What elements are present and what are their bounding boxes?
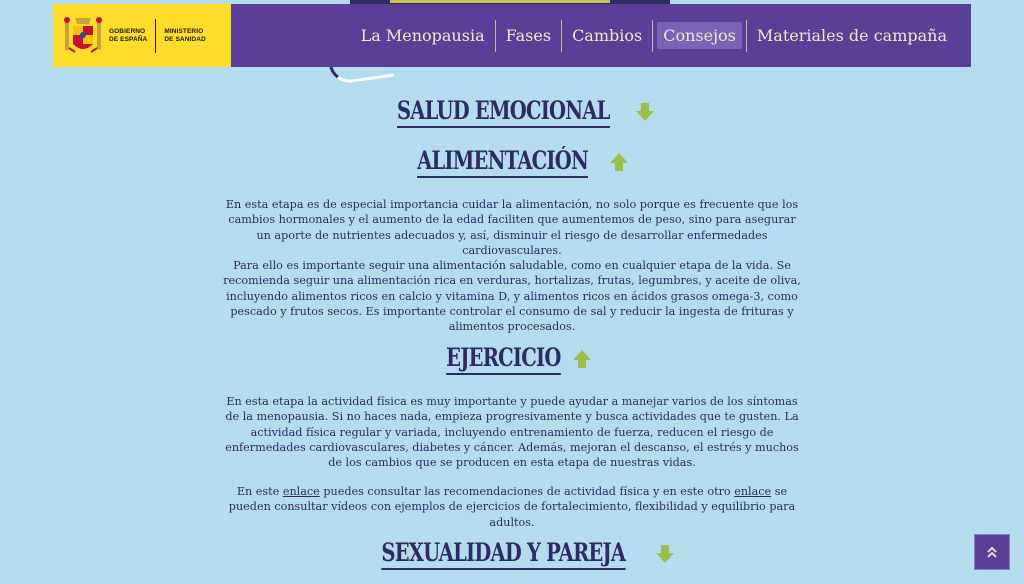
nav-item-fases[interactable]: Fases [505, 26, 552, 45]
nav-divider [561, 20, 562, 52]
alimentacion-paragraph-2: Para ello es importante seguir una alimentación saludable, como en cualquier etapa de la vida. Se recomienda seguir una alimentación rica en verduras, hortalizas, frutas, legumbres, y aceite de oliva, incluyendo alimentos ricos en calcio y vitamina D, y alimentos ricos en ácidos grasos omega-3, como pescado y frutos secos. Es importante controlar el consumo de sal y reducir la ingesta de frituras y alimentos procesados. [223, 259, 801, 334]
arrow-down-icon[interactable] [653, 542, 677, 566]
nav-divider [652, 20, 653, 52]
exercise-videos-link[interactable]: enlace [734, 485, 772, 498]
ministry-name: MINISTERIO DE SANIDAD [164, 27, 206, 43]
arrow-down-icon[interactable] [633, 100, 657, 124]
section-title[interactable]: SEXUALIDAD Y PAREJA [381, 538, 625, 570]
nav-item-materiales-de-campana[interactable]: Materiales de campaña [756, 26, 947, 45]
section-heading-salud-emocional[interactable] [0, 96, 1024, 128]
ejercicio-paragraph-1: En esta etapa la actividad física es muy importante y puede ayudar a manejar varios de los síntomas de la menopausia. Si no haces nada, empieza progresivamente y busca actividades que te gusten. La actividad física regular y variada, incluyendo entrenamiento de fuerza, reducen el riesgo de enfermedades cardiovasculares, diabetes y cáncer. Además, mejoran el descanso, el estrés y muchos de los cambios que se producen en esta etapa de nuestras vidas. [225, 395, 799, 470]
nav-divider [746, 20, 747, 52]
nav-item-cambios[interactable]: Cambios [572, 26, 643, 45]
activity-recommendations-link[interactable]: enlace [282, 485, 320, 498]
nav-item-consejos[interactable]: Consejos [657, 22, 742, 49]
nav-divider [495, 20, 496, 52]
section-title[interactable]: ALIMENTACIÓN [418, 146, 589, 178]
section-heading-ejercicio[interactable] [0, 343, 1024, 375]
double-chevron-up-icon [986, 545, 998, 559]
logo-divider [155, 19, 156, 53]
site-header [53, 4, 971, 67]
government-logo[interactable] [53, 4, 231, 67]
nav-item-la-menopausia[interactable]: La Menopausia [360, 26, 485, 45]
section-title[interactable]: EJERCICIO [446, 343, 560, 375]
coat-of-arms-icon [63, 14, 103, 58]
main-nav [231, 4, 971, 67]
section-heading-alimentacion[interactable] [0, 146, 1024, 178]
ejercicio-paragraph-2: En este enlace puedes consultar las recomendaciones de actividad física y en este otro enlace se pueden consultar vídeos con ejemplos de ejercicios de fortalecimiento, flexibilidad y equilibrio para adultos. [228, 485, 796, 529]
section-title[interactable]: SALUD EMOCIONAL [397, 96, 610, 128]
alimentacion-paragraph-1: En esta etapa es de especial importancia cuidar la alimentación, no solo porque es frecuente que los cambios hormonales y el aumento de la edad faciliten que aumentemos de peso, sino para asegurar un aporte de nutrientes adecuados y, así, disminuir el riesgo de desarrollar enfermedades cardiovasculares. [225, 198, 799, 257]
section-heading-sexualidad[interactable] [0, 538, 1024, 570]
government-name: GOBIERNO DE ESPAÑA [109, 27, 148, 43]
arrow-up-icon[interactable] [607, 150, 631, 174]
scroll-to-top-button[interactable] [974, 534, 1010, 570]
arrow-up-icon[interactable] [570, 347, 594, 371]
